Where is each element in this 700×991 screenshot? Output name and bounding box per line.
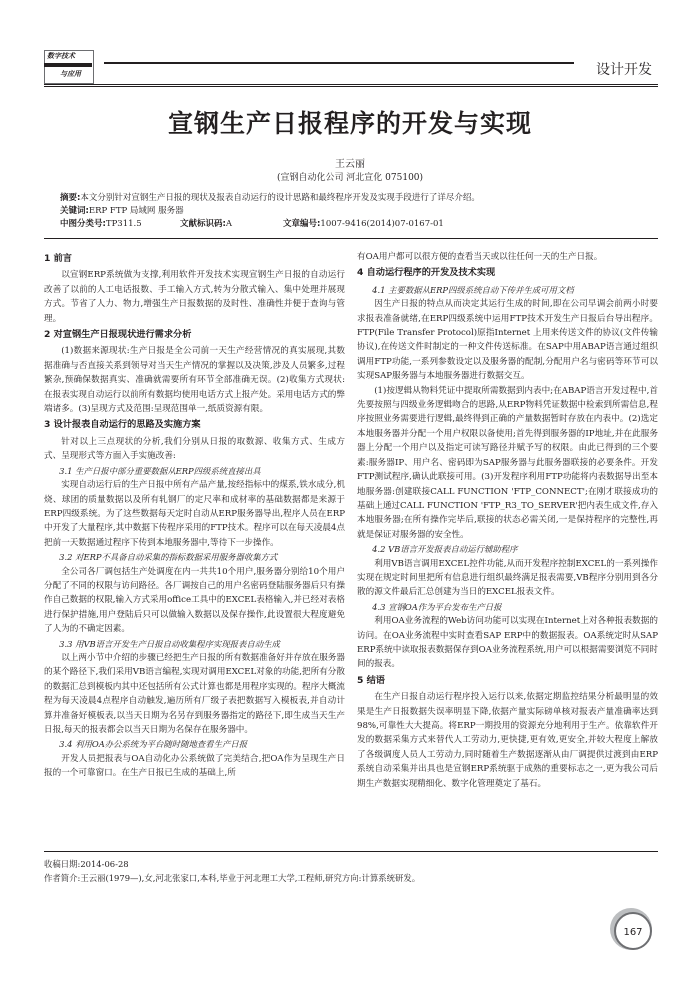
subsection-heading: 3.4 利用OA办公系统为平台随时随地查看生产日报 xyxy=(59,739,248,750)
section-tag: 设计开发 xyxy=(596,62,652,78)
doccode-value: A xyxy=(225,219,233,229)
article-affiliation: (宣钢自动化公司 河北宣化 075100) xyxy=(276,173,424,183)
header-rule xyxy=(104,62,574,64)
paragraph: 开发人员把报表与OA自动化办公系统做了完美结合,把OA作为呈现生产日报的一个可靠窗口。在生产日报已生成的基础上,所 xyxy=(44,753,345,779)
keywords-text: ERP FTP 局域网 服务器 xyxy=(88,206,184,216)
section-heading: 4 自动运行程序的开发及技术实现 xyxy=(357,267,496,279)
clc-label: 中图分类号: xyxy=(60,219,106,229)
paragraph: 实现自动运行后的生产日报中所有产品产量,按经指标中的煤系,铁水成分,机烧、球团的质量数据以及所有轧钢厂的定尺率和成材率的基础数据都是来源于ERP四级系统。为了这些数据每天定时自动从ERP服务器导出,程序人员在ERP中开发了大量程序,其中数据下传程序采用的FTP技术。程序可以在每天凌晨4点把前一天数据通过程序下传到本地服务器中,等待下一步操作。 xyxy=(44,480,345,548)
journal-brand-line1: 数字技术 xyxy=(47,51,75,60)
paragraph: 利用VB语言调用EXCEL控件功能,从而开发程序控制EXCEL的一系列操作实现在规定时间里把所有信息进行组织最终满足报表需要,VB程序分别用到各分散的源文件最后汇总创建为当日的EXCEL报表文件。 xyxy=(357,558,658,598)
paragraph: (1)数据来源现状:生产日报是全公司前一天生产经营情况的真实展现,其数据准确与否直接关系到领导对当天生产情况的掌握以及决策,涉及人员繁多,过程繁杂,预确保数据真实、准确就需要所有环节全部准确无误。(2)收集方式现状:在报表实现自动运行以前所有数据均使用电话方式上报产处。采用电话方式的弊端诸多。(3)呈现方式及范围:呈现范围单一,纸质资源有限。 xyxy=(44,346,345,415)
paragraph: 有OA用户都可以很方便的查看当天或以往任何一天的生产日报。 xyxy=(357,252,603,262)
author-bio: 作者简介:王云丽(1979—),女,河北张家口,本科,毕业于河北理工大学,工程师,研究方向:计算系统研发。 xyxy=(44,873,421,883)
clc-number xyxy=(60,218,142,230)
subsection-heading: 4.2 VB语言开发报表自动运行辅助程序 xyxy=(372,544,518,555)
abstract-text: 本文分别针对宣钢生产日报的现状及报表自动运行的设计思路和最终程序开发及实现手段进行了详尽介绍。 xyxy=(80,193,480,203)
article-author: 王云丽 xyxy=(335,159,365,170)
journal-brand-line2: 与应用 xyxy=(60,69,81,78)
paragraph: 利用OA业务流程的Web访问功能可以实现在Internet上对各种报表数据的访问。在OA业务流程中实时查看SAP ERP中的数据报表。OA系统定时从SAP ERP系统中读取报表数据保存到OA业务流程系统,用户可以根据需要浏览不同时间的报表。 xyxy=(357,616,658,670)
left-column xyxy=(44,250,345,781)
doccode-label: 文献标识码: xyxy=(180,219,226,229)
meta-divider xyxy=(44,238,658,239)
abstract xyxy=(60,192,650,204)
articleno-value: 1007-9416(2014)07-0167-01 xyxy=(320,219,444,229)
section-heading: 2 对宣钢生产日报现状进行需求分析 xyxy=(44,329,192,341)
logo-bar xyxy=(44,63,92,67)
articleno-label: 文章编号: xyxy=(283,219,321,229)
section-heading: 5 结语 xyxy=(357,674,385,686)
received-date: 收稿日期:2014-06-28 xyxy=(44,859,129,869)
keywords-label: 关键词: xyxy=(60,206,89,216)
subsection-heading: 3.1 生产日报中部分重要数据从ERP四级系统直接出具 xyxy=(59,465,261,476)
paragraph: 以宣钢ERP系统做为支撑,利用软件开发技术实现宣钢生产日报的自动运行改善了以前的人工电话报数、手工输入方式,转为分散式输入、集中处理并展现方式。节省了人力、物力,增强生产日报数据的及时性、准确性并便于查询与管理。 xyxy=(44,270,345,324)
paragraph: 针对以上三点现状的分析,我们分别从日报的取数源、收集方式、生成方式、呈现形式等方面入手实施改善: xyxy=(44,436,345,462)
document-code xyxy=(180,218,232,230)
footnote-divider xyxy=(44,851,658,852)
paragraph: (1)按逻辑从物料凭证中提取所需数据到内表中;在ABAP语言开发过程中,首先要按照与四级业务逻辑吻合的思路,从ERP物料凭证数据中检索到所需信息,程序按照业务需要进行逻辑,最终得到正确的产量数据暂时存放在内表中。(2)选定本地服务器并分配一个用户权限以备使用;首先得到服务器的IP地址,并在此服务器上分配一个用户以及指定可读写路径并赋予写的权限。由此已得到的三个要素:服务器IP、用户名、密码即为SAP服务器与此服务器联接的必要条件。开发FTP测试程序,确认此联接可用。(3)开发程序利用FTP功能将内表数据导出至本地服务器:创建联接CALL FUNCTION 'FTP_CONNECT';在刚才联接成功的基础上通过CALL FUNCTION 'FTP_R3_TO_SERVER'把内表生成文件,存入本地服务器;在所有操作完毕后,联接的状态必需关闭,一是保持程序的完整性,再就是保证对服务器的安全性。 xyxy=(357,385,658,540)
subsection-heading: 4.1 主要数据从ERP四级系统自动下传并生成可用文档 xyxy=(372,284,574,295)
article-number xyxy=(283,218,444,230)
paragraph: 因生产日报的特点从而决定其运行生成的时间,即在公司早调会前两小时要求报表准备就绪,在ERP四级系统中运用FTP技术开发生产日报后台导出程序。FTP(File Transfer Protocol)原指Internet 上用来传送文件的协议(文件传输协议),在传送文件时制定的一种文件传送标准。在SAP中用ABAP语言通过组织调用FTP功能,一系列参数设定以及服务器的配制,分配用户名与密码等环节可以实现SAP服务器与本地服务器进行数据交互。 xyxy=(357,299,658,382)
keywords xyxy=(60,205,184,217)
article-title: 宣钢生产日报程序的开发与实现 xyxy=(167,109,532,138)
clc-value: TP311.5 xyxy=(105,219,142,229)
paragraph: 全公司各厂调包括生产处调度在内一共共10个用户,服务器分别给10个用户分配了不同的权限与访问路径。各厂调按自己的用户名密码登陆服务器后只有操作自己数据的权限,输入方式采用office工具中的EXCEL表格输入,并已经对表格进行保护措施,用户登陆后只可以做输入数据以及保存操作,此设置很大程度避免了人为的不确定因素。 xyxy=(44,566,345,635)
paragraph: 以上两小节中介绍的步骤已经把生产日报的所有数据准备好并存放在服务器的某个路径下,我们采用VB语言编程,实现对调用EXCEL对象的功能,把所有分散的数据汇总到模板内其中还包括所有公式计算也都是用程序实现的。程序大概流程为每天凌晨4点程序自动触发,遍历所有厂级子表把数据写入模板表,并自动计算并准备好模板表,以当天日期为名另存到服务器指定的路径下,即生成当天生产日报,每天的报表都会以当天日期为名保存在服务器中。 xyxy=(44,652,345,735)
subsection-heading: 4.3 宣钢OA作为平台发布生产日报 xyxy=(372,601,502,612)
section-heading: 3 设计报表自动运行的思路及实施方案 xyxy=(44,419,201,431)
paragraph: 在生产日报自动运行程序投入运行以来,依据定期监控结果分析最明显的效果是生产日报数据失误率明显下降,依据产量实际磅单核对报表产量准确率达到98%,可靠性大大提高。将ERP一期投用的资源充分地利用于生产。依靠软件开发的数据采集方式来替代人工劳动力,更快捷,更有效,更安全,并较大程度上解放了各级调度人员人工劳动力,同时随着生产数据逐渐从由厂调提供过渡到由ERP系统自动采集并出具也是宣钢ERP系统驱于成熟的重要标志之一,更为我公司后期生产数据实现精细化、数字化管理奠定了基石。 xyxy=(357,692,658,789)
header-divider-2 xyxy=(44,86,658,87)
subsection-heading: 3.2 对ERP不具备自动采集的指标数据采用服务器收集方式 xyxy=(59,552,278,563)
page-number: 167 xyxy=(614,912,652,950)
subsection-heading: 3.3 用VB语言开发生产日报自动收集程序实现报表自动生成 xyxy=(59,638,280,649)
header-divider xyxy=(44,84,658,85)
abstract-label: 摘要: xyxy=(60,193,81,203)
right-column xyxy=(357,250,658,791)
section-heading: 1 前言 xyxy=(44,253,72,264)
